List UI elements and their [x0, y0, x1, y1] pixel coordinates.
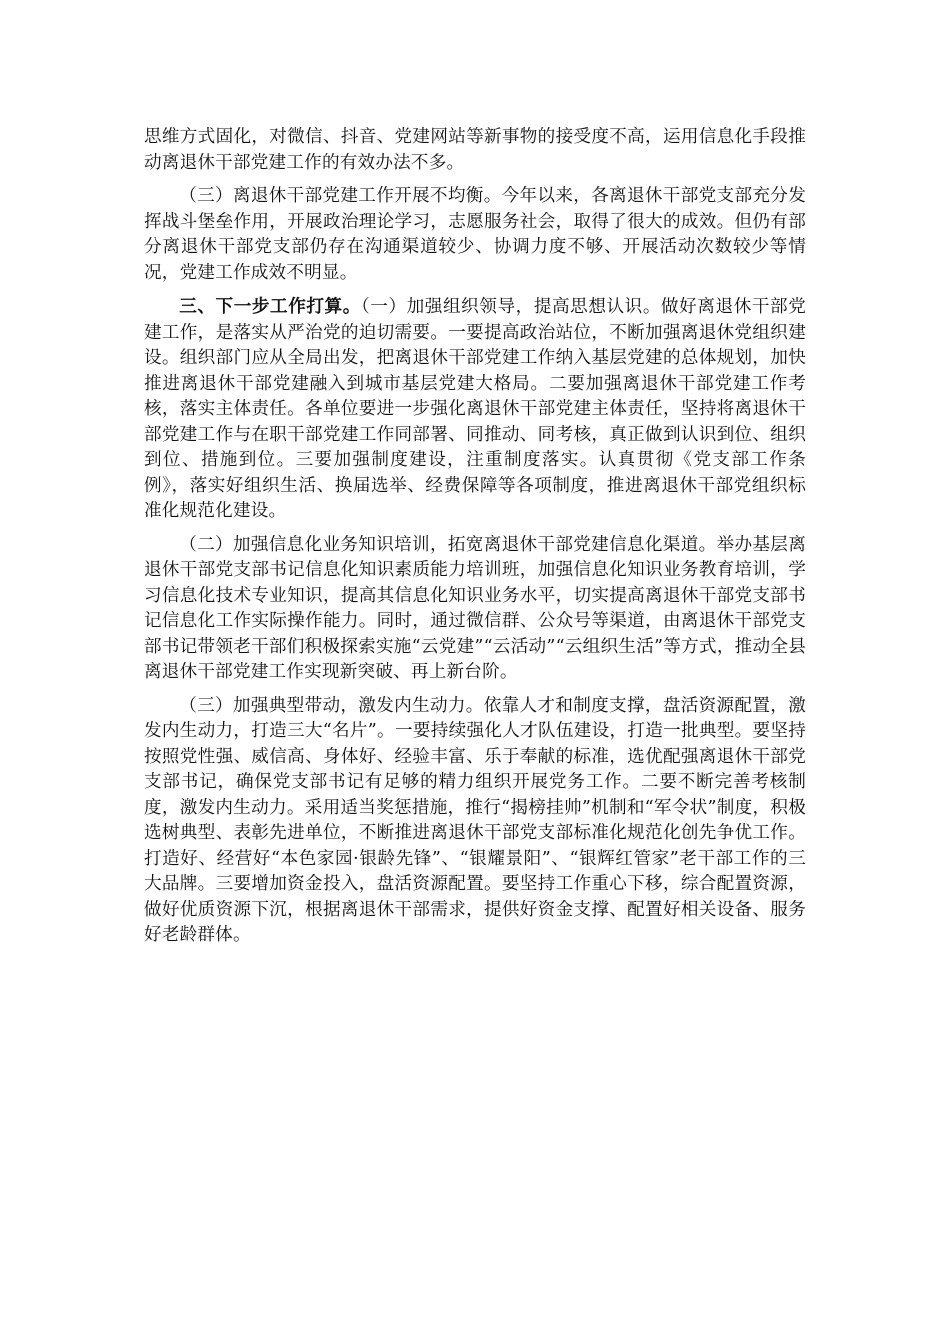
paragraph-section-three-imbalance: [144, 184, 806, 286]
document-page: [144, 125, 806, 957]
paragraph-informatization-training: [144, 533, 806, 686]
paragraph-continuation: [144, 125, 806, 176]
paragraph-next-steps: [144, 294, 806, 525]
paragraph-typical-example: [144, 694, 806, 949]
paragraph-text: （三）离退休干部党建工作开展不均衡。今年以来，各离退休干部党支部充分发挥战斗堡垒作用，开展政治理论学习，志愿服务社会，取得了很大的成效。但仍有部分离退休干部党支部仍存在沟通渠道较少、协调力度不够、开展活动次数较少等情况，党建工作成效不明显。: [144, 186, 806, 283]
paragraph-text: （三）加强典型带动，激发内生动力。依靠人才和制度支撑，盘活资源配置，激发内生动力，打造三大“名片”。一要持续强化人才队伍建设，打造一批典型。要坚持按照党性强、威信高、身体好、经验丰富、乐于奉献的标准，选优配强离退休干部党支部书记，确保党支部书记有足够的精力组织开展党务工作。二要不断完善考核制度，激发内生动力。采用适当奖惩措施，推行“揭榜挂帅”机制和“军令状”制度，积极选树典型、表彰先进单位，不断推进离退休干部党支部标准化规范化创先争优工作。打造好、经营好“本色家园·银龄先锋”、“银耀景阳”、“银辉红管家”老干部工作的三大品牌。三要增加资金投入，盘活资源配置。要坚持工作重心下移，综合配置资源，做好优质资源下沉，根据离退休干部需求，提供好资金支撑、配置好相关设备、服务好老龄群体。: [144, 695, 806, 945]
paragraph-text: （一）加强组织领导，提高思想认识。做好离退休干部党建工作，是落实从严治党的迫切需要。一要提高政治站位，不断加强离退休党组织建设。组织部门应从全局出发，把离退休干部党建工作纳入基层党建的总体规划，加快推进离退休干部党建融入到城市基层党建大格局。二要加强离退休干部党建工作考核，落实主体责任。各单位要进一步强化离退休干部党建主体责任，坚持将离退休干部党建工作与在职干部党建工作同部署、同推动、同考核，真正做到认识到位、组织到位、措施到位。三要加强制度建设，注重制度落实。认真贯彻《党支部工作条例》，落实好组织生活、换届选举、经费保障等各项制度，推进离退休干部党组织标准化规范化建设。: [144, 297, 806, 521]
paragraph-text: 思维方式固化，对微信、抖音、党建网站等新事物的接受度不高，运用信息化手段推动离退休干部党建工作的有效办法不多。: [144, 127, 806, 173]
section-heading: 三、下一步工作打算。: [179, 296, 361, 317]
paragraph-text: （二）加强信息化业务知识培训，拓宽离退休干部党建信息化渠道。举办基层离退休干部党支部书记信息化知识素质能力培训班，加强信息化知识业务教育培训，学习信息化技术专业知识，提高其信息化知识业务水平，切实提高离退休干部党支部书记信息化工作实际操作能力。同时，通过微信群、公众号等渠道，由离退休干部党支部书记带领老干部们积极探索实施“云党建”“云活动”“云组织生活”等方式，推动全县离退休干部党建工作实现新突破、再上新台阶。: [144, 534, 806, 682]
